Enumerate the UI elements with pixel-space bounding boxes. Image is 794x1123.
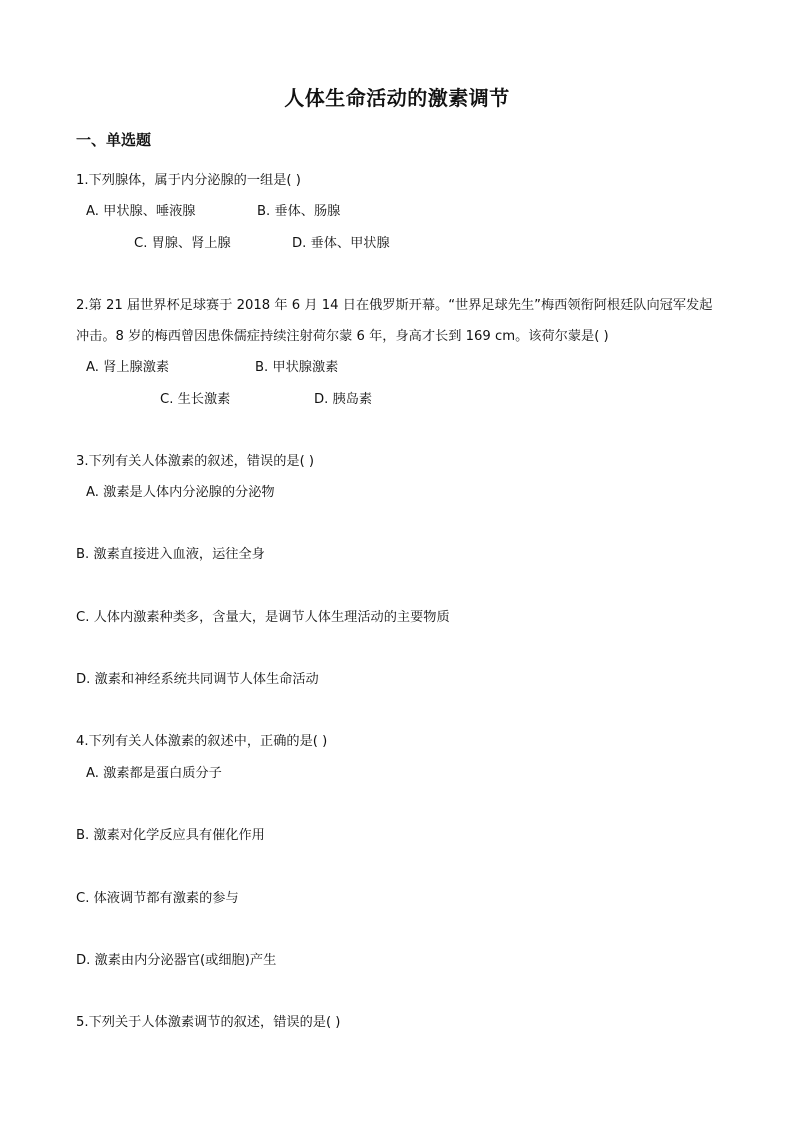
question-3-stem: 3.下列有关人体激素的叙述，错误的是( ) (76, 454, 315, 469)
question-1-option-d: D. 垂体、甲状腺 (292, 236, 390, 251)
question-4-option-c: C. 体液调节都有激素的参与 (76, 891, 239, 906)
question-2-option-b: B. 甲状腺激素 (255, 360, 339, 375)
question-2-stem-line-1: 2.第 21 届世界杯足球赛于 2018 年 6 月 14 日在俄罗斯开幕。“世界足球先生”梅西领衔阿根廷队向冠军发起 (76, 298, 713, 313)
question-3-option-c: C. 人体内激素种类多，含量大，是调节人体生理活动的主要物质 (76, 610, 450, 625)
question-2-option-d: D. 胰岛素 (314, 392, 373, 407)
question-4-option-b: B. 激素对化学反应具有催化作用 (76, 828, 265, 843)
question-2-option-a: A. 肾上腺激素 (86, 360, 170, 375)
question-3-option-b: B. 激素直接进入血液，运往全身 (76, 547, 265, 562)
question-4-option-d: D. 激素由内分泌器官(或细胞)产生 (76, 953, 277, 968)
question-3-option-a: A. 激素是人体内分泌腺的分泌物 (86, 485, 275, 500)
question-5-stem: 5.下列关于人体激素调节的叙述，错误的是( ) (76, 1015, 341, 1030)
section-title: 一、单选题 (76, 131, 152, 149)
question-1-option-a: A. 甲状腺、唾液腺 (86, 204, 196, 219)
question-1-option-b: B. 垂体、肠腺 (257, 204, 341, 219)
question-4-option-a: A. 激素都是蛋白质分子 (86, 766, 222, 781)
question-2-option-c: C. 生长激素 (160, 392, 231, 407)
question-1-option-c: C. 胃腺、肾上腺 (134, 236, 231, 251)
question-4-stem: 4.下列有关人体激素的叙述中，正确的是( ) (76, 734, 328, 749)
page-title: 人体生命活动的激素调节 (284, 86, 510, 110)
question-3-option-d: D. 激素和神经系统共同调节人体生命活动 (76, 672, 319, 687)
question-1-stem: 1.下列腺体，属于内分泌腺的一组是( ) (76, 173, 301, 188)
question-2-stem-line-2: 冲击。8 岁的梅西曾因患侏儒症持续注射荷尔蒙 6 年，身高才长到 169 cm。该荷尔蒙是( ) (76, 329, 609, 344)
